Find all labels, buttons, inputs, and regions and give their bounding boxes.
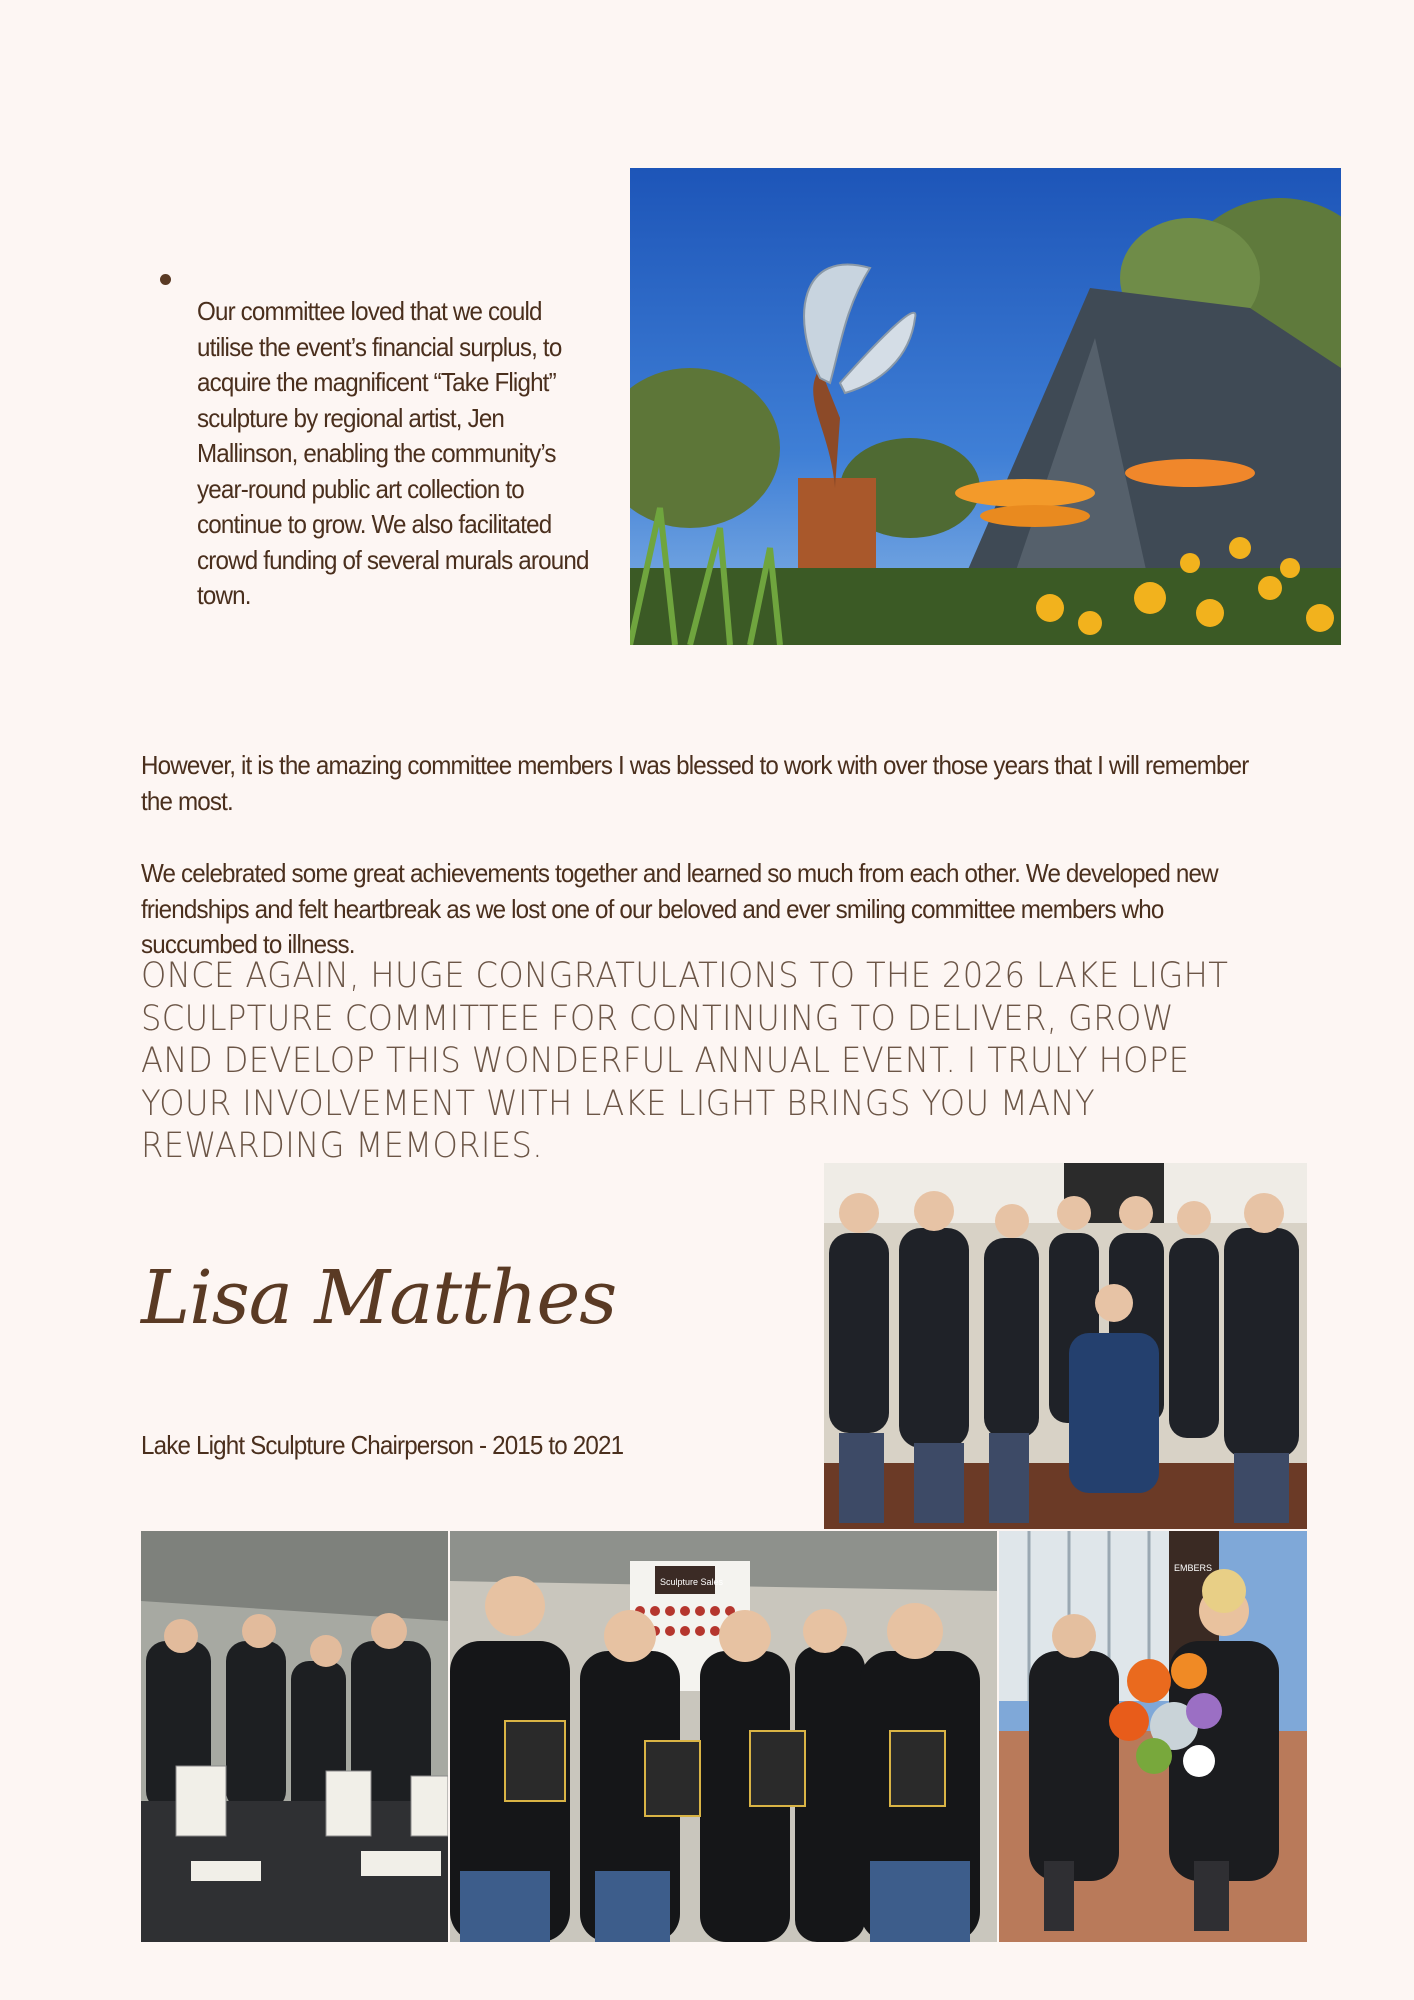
flowers-presentation-photo (999, 1531, 1307, 1942)
committee-group-photo (824, 1163, 1307, 1529)
volunteers-with-catalogues-photo (450, 1531, 997, 1942)
take-flight-sculpture-photo (630, 168, 1341, 645)
paragraph-achievements: We celebrated some great achievements together and learned so much from each other. We developed new friendships and felt heartbreak as we lost one of our beloved and ever smiling committee members who succumbed to illness. (141, 858, 1218, 959)
bullet-text: Our committee loved that we could utilise the event’s financial surplus, to acquire the magnificent “Take Flight” sculpture by regional artist, Jen Mallinson, enabling the community’s year-round public art collection to continue to grow. We also facilitated crowd funding of several murals around town. (197, 296, 589, 610)
stall-volunteers-photo (141, 1531, 448, 1942)
bullet-dot (160, 274, 171, 285)
paragraph-committee-members: However, it is the amazing committee members I was blessed to work with over those years that I will remember the most. (141, 750, 1249, 816)
signature-role: Lake Light Sculpture Chairperson - 2015 to 2021 (141, 1430, 624, 1460)
embers-sign-text: EMBERS (1174, 1563, 1213, 1573)
stall-banner-text: Sculpture Sales (660, 1577, 724, 1587)
signature: Lisa Matthes (141, 1255, 617, 1341)
closing-statement: ONCE AGAIN, HUGE CONGRATULATIONS TO THE 2026 LAKE LIGHT SCULPTURE COMMITTEE FOR CONTINUING TO DELIVER, GROW AND DEVELOP THIS WONDERFUL ANNUAL EVENT. I TRULY HOPE YOUR INVOLVEMENT WITH LAKE LIGHT BRINGS YOU MANY REWARDING MEMORIES. (141, 956, 1229, 1166)
